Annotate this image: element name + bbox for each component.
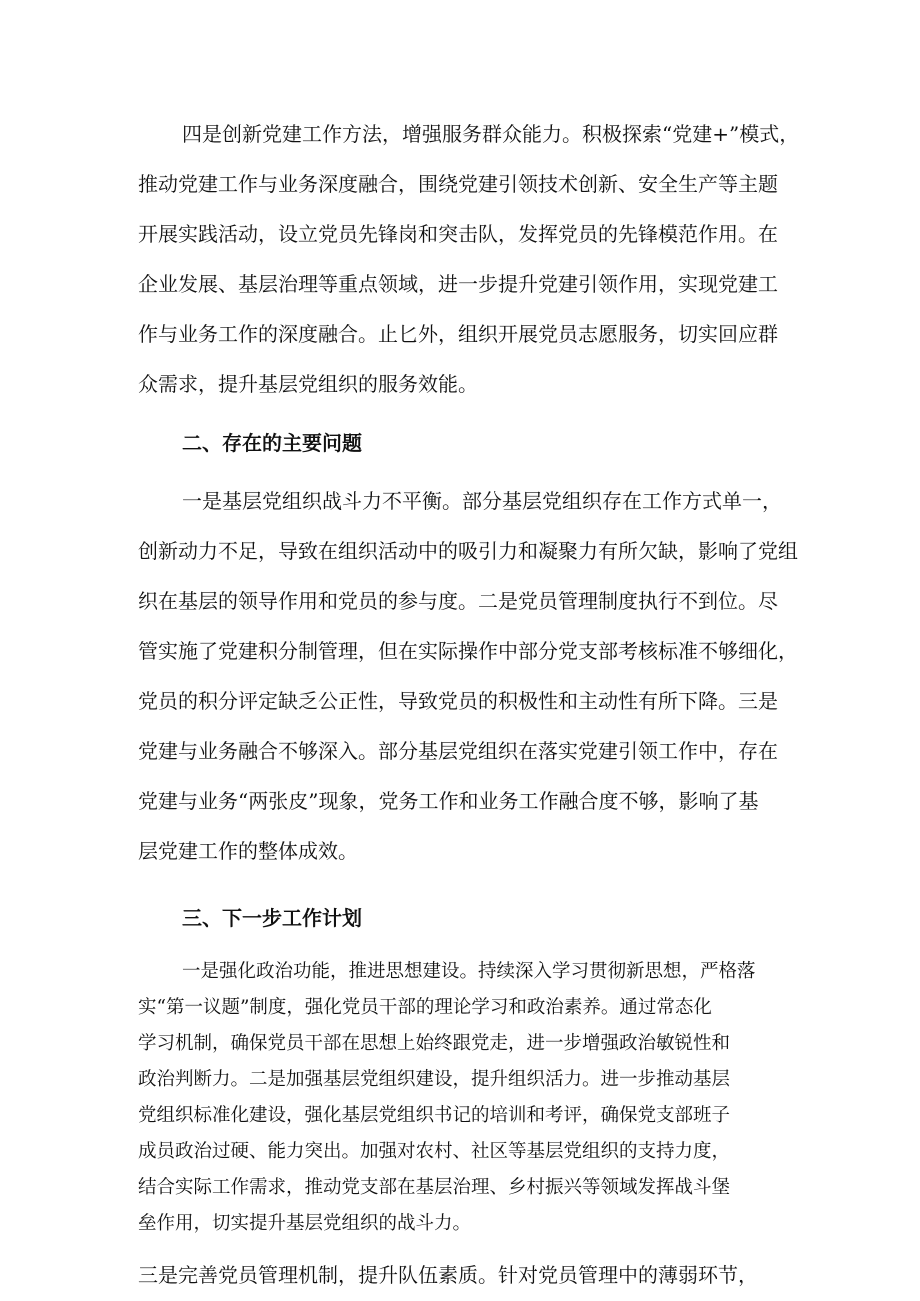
- paragraph-line: 企业发展、基层治理等重点领域，进一步提升党建引领作用，实现党建工: [138, 272, 778, 296]
- paragraph-line: 党员的积分评定缺乏公正性，导致党员的积极性和主动性有所下降。三是: [138, 689, 778, 713]
- paragraph-line: 实“第一议题”制度，强化党员干部的理论学习和政治素养。通过常态化: [138, 997, 712, 1018]
- paragraph-line: 党建与业务融合不够深入。部分基层党组织在落实党建引领工作中，存在: [138, 739, 778, 763]
- paragraph-line: 织在基层的领导作用和党员的参与度。二是党员管理制度执行不到位。尽: [138, 589, 778, 613]
- paragraph-line: 开展实践活动，设立党员先锋岗和突击队，发挥党员的先锋模范作用。在: [138, 222, 778, 246]
- paragraph-line: 党建与业务“两张皮”现象，党务工作和业务工作融合度不够，影响了基: [138, 789, 759, 813]
- paragraph-line: 垒作用，切实提升基层党组织的战斗力。: [138, 1213, 472, 1234]
- section-heading: 三、下一步工作计划: [182, 906, 362, 930]
- section-heading: 二、存在的主要问题: [182, 431, 362, 455]
- paragraph-line: 成员政治过硬、能力突出。加强对农村、社区等基层党组织的支持力度，: [138, 1141, 731, 1162]
- paragraph-line: 学习机制，确保党员干部在思想上始终跟党走，进一步增强政治敏锐性和: [138, 1033, 731, 1054]
- paragraph-line: 众需求，提升基层党组织的服务效能。: [138, 372, 478, 396]
- paragraph-line: 管实施了党建积分制管理，但在实际操作中部分党支部考核标准不够细化，: [138, 639, 798, 663]
- paragraph-line: 党组织标准化建设，强化基层党组织书记的培训和考评，确保党支部班子: [138, 1105, 731, 1126]
- paragraph-line: 层党建工作的整体成效。: [138, 839, 358, 863]
- paragraph-line: 政治判断力。二是加强基层党组织建设，提升组织活力。进一步推动基层: [138, 1069, 731, 1090]
- paragraph-line: 作与业务工作的深度融合。止匕外，组织开展党员志愿服务，切实回应群: [138, 322, 778, 346]
- paragraph-line: 一是强化政治功能，推进思想建设。持续深入学习贯彻新思想，严格落: [182, 961, 756, 982]
- paragraph-line: 推动党建工作与业务深度融合，围绕党建引领技术创新、安全生产等主题: [138, 172, 778, 196]
- paragraph-line: 三是完善党员管理机制，提升队伍素质。针对党员管理中的薄弱环节，: [138, 1263, 758, 1287]
- paragraph-line: 一是基层党组织战斗力不平衡。部分基层党组织存在工作方式单一，: [182, 489, 782, 513]
- paragraph-line: 结合实际工作需求，推动党支部在基层治理、乡村振兴等领域发挥战斗堡: [138, 1177, 731, 1198]
- paragraph-line: 四是创新党建工作方法，增强服务群众能力。积极探索“党建+”模式，: [182, 122, 800, 146]
- paragraph-line: 创新动力不足，导致在组织活动中的吸引力和凝聚力有所欠缺，影响了党组: [138, 539, 798, 563]
